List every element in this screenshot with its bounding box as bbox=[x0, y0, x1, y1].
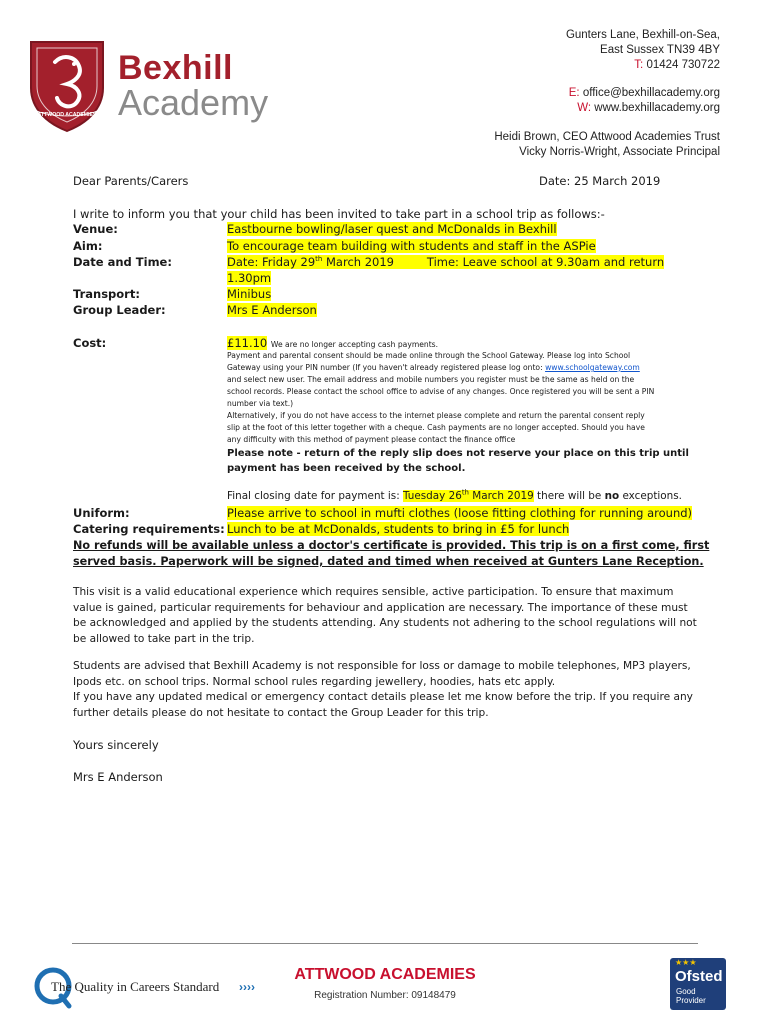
paragraph-educational-experience: This visit is a valid educational experience which requires sensible, active participation. To ensure that maximum value is gained, particular requirements for behaviour and application are necessary. The importance of these must be acknowledged and applied by the students attending. Any students not adhering to the school regulations will not be allowed to take part in the trip. bbox=[73, 586, 697, 645]
paragraph-responsibility: Students are advised that Bexhill Academy is not responsible for loss or damage to mobile telephones, MP3 players, Ipods etc. on school trips. Normal school rules regarding jewellery, hoodies, hats etc apply. bbox=[73, 660, 691, 688]
logo-wordmark-academy: Academy bbox=[118, 82, 269, 123]
intro-text: I write to inform you that your child has been invited to take part in a school trip as follows:- bbox=[73, 207, 605, 221]
cost-label: Cost: bbox=[73, 336, 107, 350]
payment-line: number via text.) bbox=[227, 399, 294, 408]
uniform-label: Uniform: bbox=[73, 506, 130, 520]
svg-text:››››: ›››› bbox=[239, 980, 255, 994]
please-note-line-1: Please note - return of the reply slip does not reserve your place on this trip until bbox=[227, 448, 689, 459]
payment-line: Gateway using your PIN number (If you haven't already registered please log onto: www.schoolgateway.com bbox=[227, 363, 640, 372]
time-continued: 1.30pm bbox=[227, 271, 272, 285]
please-note-line-2: payment has been received by the school. bbox=[227, 463, 466, 474]
catering-value: Lunch to be at McDonalds, students to bring in £5 for lunch bbox=[227, 522, 570, 536]
logo-wordmark-bexhill: Bexhill bbox=[118, 49, 233, 87]
paragraph-contact-details: If you have any updated medical or emergency contact details please let me know before the trip. If you require any further details please do not hesitate to contact the Group Leader for this trip. bbox=[73, 691, 693, 719]
venue-label: Venue: bbox=[73, 222, 118, 236]
letter-date: Date: 25 March 2019 bbox=[539, 174, 661, 188]
email-line[interactable] bbox=[569, 86, 720, 101]
signature-name: Mrs E Anderson bbox=[73, 770, 163, 784]
svg-text:ATTWOOD ACADEMIES: ATTWOOD ACADEMIES bbox=[37, 112, 97, 118]
salutation: Dear Parents/Carers bbox=[73, 174, 189, 188]
school-gateway-link[interactable]: www.schoolgateway.com bbox=[545, 363, 640, 372]
refund-line-1: No refunds will be available unless a doctor's certificate is provided. This trip is on a first come, first bbox=[73, 539, 710, 552]
phone-number: 01424 730722 bbox=[646, 59, 720, 71]
registration-number: Registration Number: 09148479 bbox=[314, 990, 456, 1001]
uniform-value: Please arrive to school in mufti clothes (loose fitting clothing for running around) bbox=[227, 506, 693, 520]
datetime-value: Date: Friday 29th March 2019 Time: Leave school at 9.30am and return bbox=[227, 255, 665, 269]
cost-note: We are no longer accepting cash payments. bbox=[270, 340, 439, 349]
payment-line: Alternatively, if you do not have access to the internet please complete and return the parental consent reply bbox=[227, 411, 645, 420]
venue-value: Eastbourne bowling/laser quest and McDonalds in Bexhill bbox=[227, 222, 557, 236]
address-line-1: Gunters Lane, Bexhill-on-Sea, bbox=[565, 29, 720, 41]
datetime-label: Date and Time: bbox=[73, 255, 172, 269]
closing-date-line: Final closing date for payment is: Tuesday 26th March 2019 there will be no exceptions. bbox=[227, 488, 682, 502]
refund-line-2: served basis. Paperwork will be signed, dated and timed when received at Gunters Lane Reception. bbox=[73, 555, 704, 568]
phone-label: T: bbox=[634, 59, 644, 71]
address-line-2: East Sussex TN39 4BY bbox=[600, 44, 720, 56]
ceo-line: Heidi Brown, CEO Attwood Academies Trust bbox=[494, 131, 720, 143]
ofsted-grade-1: Good bbox=[676, 987, 696, 996]
ofsted-badge bbox=[670, 958, 726, 1010]
ofsted-name: Ofsted bbox=[675, 968, 723, 985]
payment-line: Payment and parental consent should be made online through the School Gateway. Please log into School bbox=[227, 351, 631, 360]
ofsted-grade-2: Provider bbox=[676, 996, 706, 1005]
payment-line: and select new user. The email address and mobile numbers you register must be the same as held on the bbox=[227, 375, 635, 384]
cost-value: £11.10 We are no longer accepting cash payments. bbox=[227, 336, 439, 350]
star-icon: ★★★ bbox=[675, 958, 697, 967]
aim-value: To encourage team building with students and staff in the ASPie bbox=[227, 239, 596, 253]
leader-value: Mrs E Anderson bbox=[227, 303, 317, 317]
email-label: E: bbox=[568, 87, 580, 99]
svg-text:The Quality in Careers Standar: The Quality in Careers Standard bbox=[51, 979, 220, 994]
payment-line: any difficulty with this method of payment please contact the finance office bbox=[227, 435, 516, 444]
footer-divider bbox=[72, 943, 698, 944]
aim-label: Aim: bbox=[73, 239, 103, 253]
payment-line: slip at the foot of this letter together with a cheque. Cash payments are no longer accepted. Should you have bbox=[227, 423, 645, 432]
transport-value: Minibus bbox=[227, 287, 272, 301]
leader-label: Group Leader: bbox=[73, 303, 166, 317]
email-address[interactable]: office@bexhillacademy.org bbox=[582, 87, 720, 99]
phone-line bbox=[634, 58, 720, 73]
sign-off: Yours sincerely bbox=[73, 738, 159, 752]
payment-line: school records. Please contact the school office to advise of any changes. Once registered you will be sent a PIN bbox=[227, 387, 655, 396]
web-line[interactable] bbox=[577, 101, 720, 116]
footer-organisation: ATTWOOD ACADEMIES bbox=[294, 966, 476, 983]
bexhill-crest-logo bbox=[27, 38, 107, 133]
transport-label: Transport: bbox=[73, 287, 140, 301]
principal-line: Vicky Norris-Wright, Associate Principal bbox=[519, 146, 720, 158]
web-label: W: bbox=[577, 102, 592, 114]
catering-label: Catering requirements: bbox=[73, 522, 225, 536]
web-address[interactable]: www.bexhillacademy.org bbox=[594, 102, 720, 114]
